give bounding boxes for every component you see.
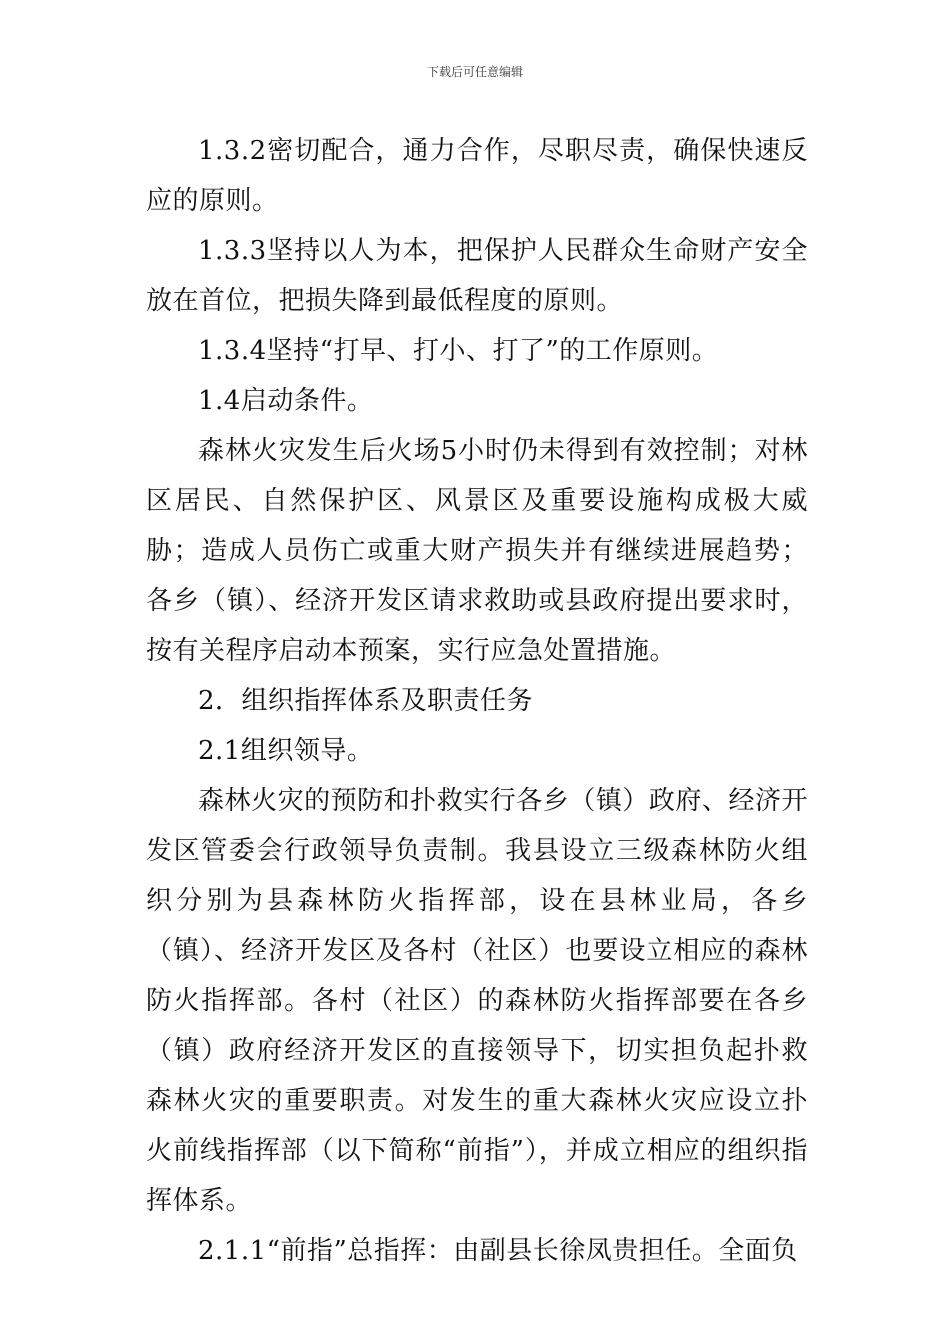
- page-header: 下载后可任意编辑: [426, 65, 523, 79]
- paragraph-1-3-2: 1.3.2密切配合，通力合作，尽职尽责，确保快速反应的原则。: [146, 136, 808, 216]
- paragraph-1-3-3: 1.3.3坚持以人为本，把保护人民群众生命财产安全放在首位，把损失降到最低程度的原则。: [146, 236, 808, 316]
- paragraph-1-3-4: 1.3.4坚持“打早、打小、打了”的工作原则。: [198, 336, 719, 366]
- paragraph-start-conditions: 森林火灾发生后火场5小时仍未得到有效控制；对林区居民、自然保护区、风景区及重要设施构成极大威胁；造成人员伤亡或重大财产损失并有继续进展趋势；各乡（镇）、经济开发区请求救助或县政府提出要求时，按有关程序启动本预案，实行应急处置措施。: [146, 436, 808, 666]
- paragraph-2-1-1: 2.1.1“前指”总指挥：由副县长徐凤贵担任。全面负: [198, 1236, 798, 1266]
- paragraph-organization: 森林火灾的预防和扑救实行各乡（镇）政府、经济开发区管委会行政领导负责制。我县设立三级森林防火组织分别为县森林防火指挥部，设在县林业局，各乡（镇）、经济开发区及各村（社区）也要设立相应的森林防火指挥部。各村（社区）的森林防火指挥部要在各乡（镇）政府经济开发区的直接领导下，切实担负起扑救森林火灾的重要职责。对发生的重大森林火灾应设立扑火前线指挥部（以下简称“前指”），并成立相应的组织指挥体系。: [146, 786, 808, 1216]
- section-heading-2: 2．组织指挥体系及职责任务: [198, 686, 534, 716]
- section-heading-1-4: 1.4启动条件。: [198, 386, 374, 416]
- section-heading-2-1: 2.1组织领导。: [198, 736, 374, 766]
- document-body: [146, 126, 808, 1276]
